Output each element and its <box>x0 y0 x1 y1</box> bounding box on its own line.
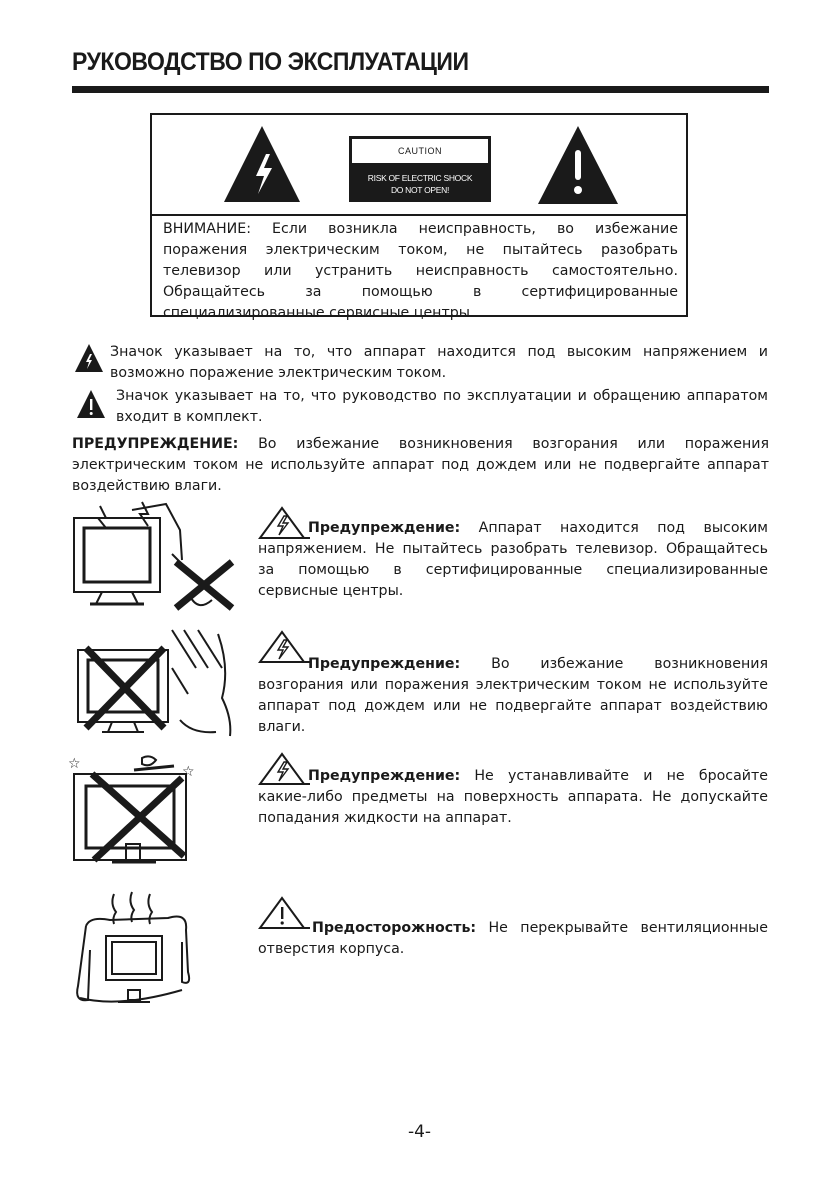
lightning-triangle-icon <box>222 124 302 204</box>
title-underline <box>72 86 769 93</box>
warning-text: Во избежание возникновения возгорания или поражения электрическим током не используйте аппарат под дождем или не подвергайте аппарат воздействию влаги. <box>72 436 769 494</box>
tv-disassembly-illustration <box>72 500 240 615</box>
exclamation-triangle-icon <box>536 124 620 206</box>
lightning-triangle-icon <box>74 343 104 373</box>
caution-plate-line1: RISK OF ELECTRIC SHOCK <box>367 173 473 183</box>
general-warning <box>72 434 769 497</box>
item-2-body: Во избежание возникновения возгорания или поражения электрическим током не используйте аппарат под дождем или не подвергайте аппарат воздействию влаги. <box>258 656 768 735</box>
caution-plate-subtext <box>350 172 490 196</box>
item-1-body: Аппарат находится под высоким напряжением. Не пытайтесь разобрать телевизор. Обращайтесь за помощью в сертифицированные специализированные сервисные центры. <box>258 520 768 599</box>
page-title: РУКОВОДСТВО ПО ЭКСПЛУАТАЦИИ <box>72 48 469 76</box>
item-2-label: Предупреждение: <box>308 656 461 672</box>
caution-plate-line2: DO NOT OPEN! <box>390 185 450 195</box>
svg-text:☆: ☆ <box>68 756 81 772</box>
item-3-label: Предупреждение: <box>308 768 461 784</box>
symbol-text-1: Значок указывает на то, что аппарат находится под высоким напряжением и возможно поражение электрическим током. <box>110 344 768 381</box>
caution-text: ВНИМАНИЕ: Если возникла неисправность, во избежание поражения электрическим током, не пытайтесь разобрать телевизор или устранить неисправность самостоятельно. Обращайтесь за помощью в сертифицированные специализированные сервисные центры. <box>163 221 678 321</box>
tv-rain-illustration <box>72 628 240 746</box>
item-1-label: Предупреждение: <box>308 520 461 536</box>
symbol-text-2: Значок указывает на то, что руководство по эксплуатации и обращению аппаратом входит в комплект. <box>116 388 768 425</box>
item-4-text <box>258 918 768 960</box>
caution-divider <box>150 214 688 216</box>
item-1-text <box>258 518 768 602</box>
exclamation-triangle-icon <box>76 389 106 419</box>
svg-text:☆: ☆ <box>182 764 195 780</box>
warning-label: ПРЕДУПРЕЖДЕНИЕ: <box>72 436 239 452</box>
page-number: -4- <box>407 1122 432 1142</box>
item-3-text <box>258 766 768 829</box>
item-2-text <box>258 654 768 738</box>
item-3-body: Не устанавливайте и не бросайте какие-либо предметы на поверхность аппарата. Не допускайте попадания жидкости на аппарат. <box>258 768 768 826</box>
tv-covered-illustration <box>70 890 200 1015</box>
caution-plate-label: CAUTION <box>352 139 488 163</box>
tv-objects-illustration <box>64 752 214 868</box>
item-4-body: Не перекрывайте вентиляционные отверстия корпуса. <box>258 920 768 957</box>
item-4-label: Предосторожность: <box>312 920 477 936</box>
